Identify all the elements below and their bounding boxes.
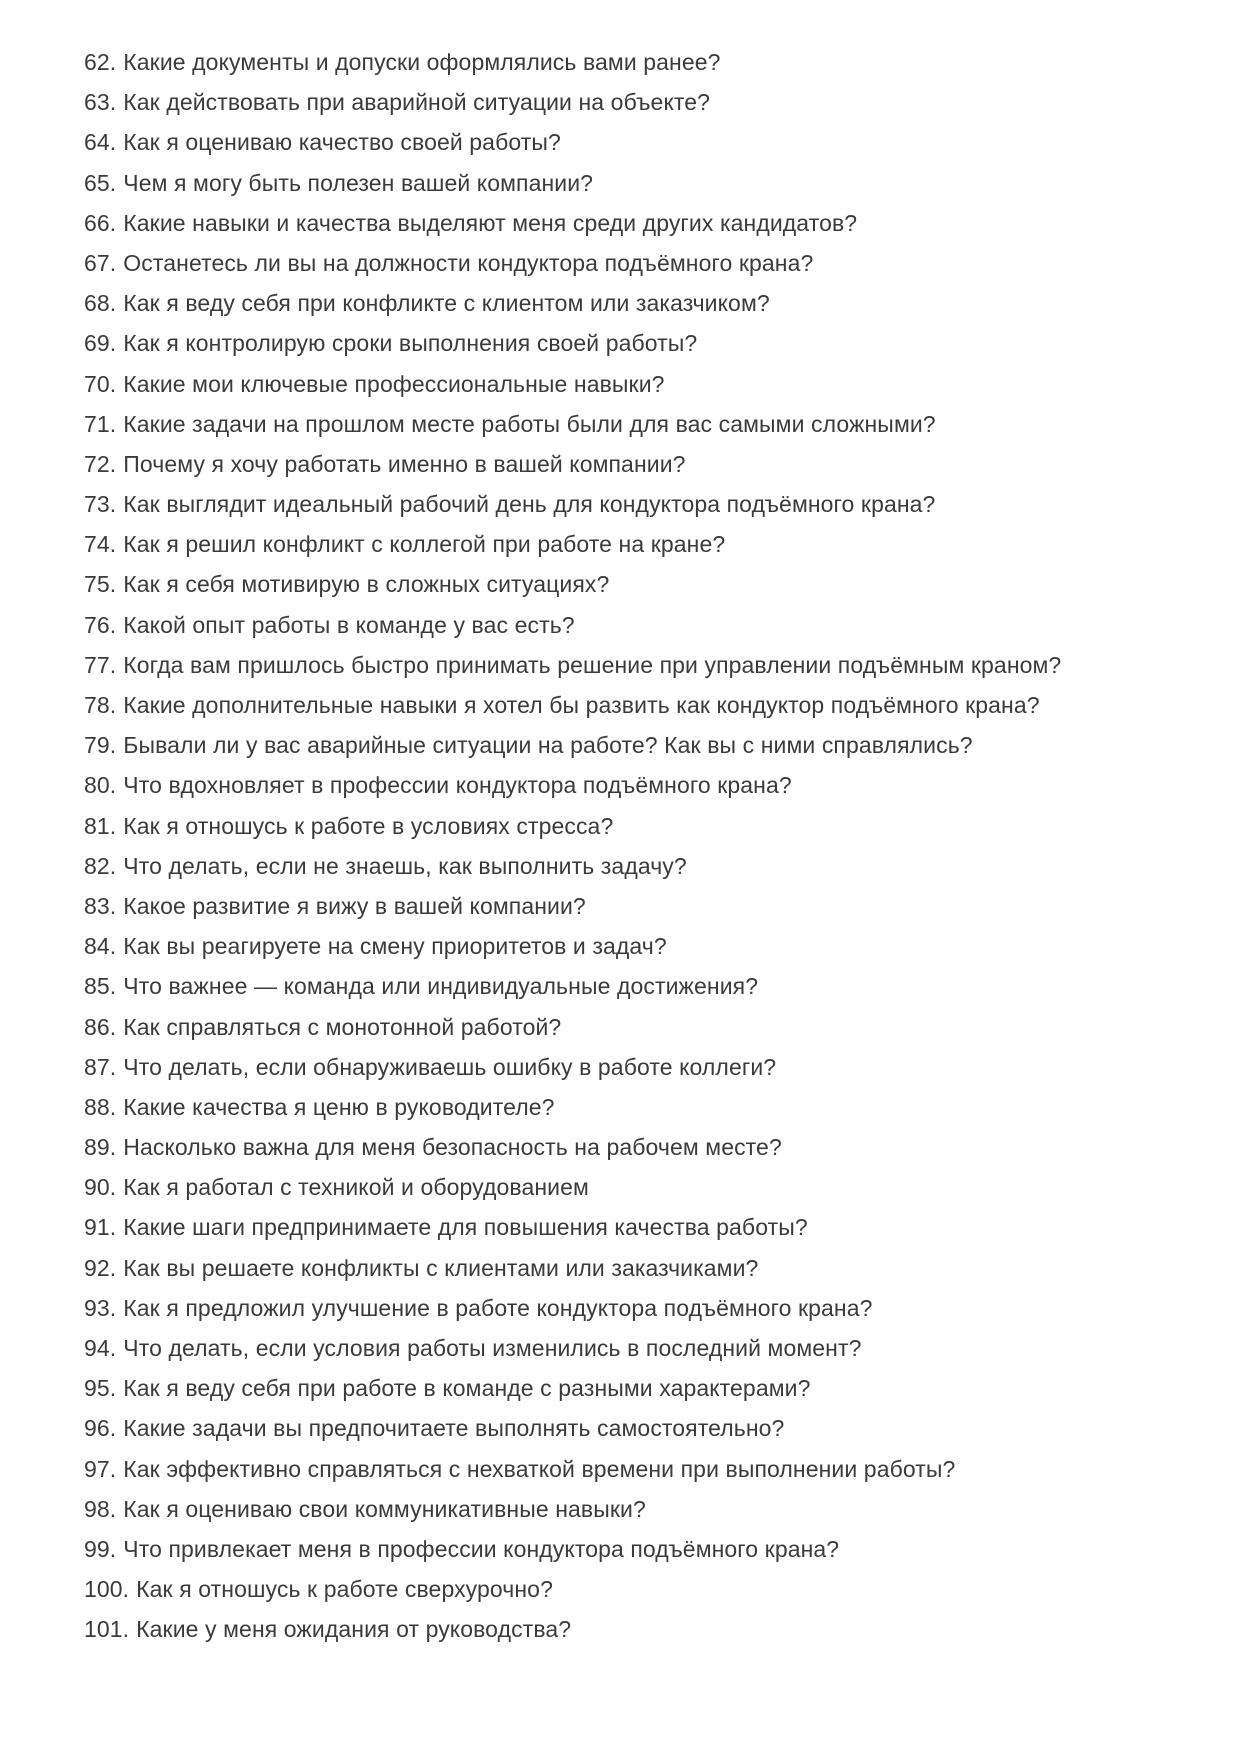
question-number: 79. — [84, 732, 117, 759]
question-text: Какие у меня ожидания от руководства? — [136, 1616, 572, 1643]
list-item — [84, 1408, 1199, 1448]
question-text: Как я оцениваю свои коммуникативные навыки? — [123, 1495, 646, 1522]
question-text: Что делать, если условия работы изменились в последний момент? — [123, 1335, 862, 1361]
question-text: Как я отношусь к работе в условиях стресса? — [123, 812, 614, 839]
list-item — [84, 1609, 1199, 1649]
question-text: Бывали ли у вас аварийные ситуации на работе? Как вы с ними справлялись? — [123, 732, 973, 759]
question-text: Почему я хочу работать именно в вашей компании? — [123, 450, 686, 477]
question-number: 89. — [84, 1134, 117, 1161]
list-item — [84, 1328, 1199, 1368]
question-text: Как я работал с техникой и оборудованием — [123, 1174, 589, 1201]
question-text: Как я себя мотивирую в сложных ситуациях? — [123, 571, 610, 598]
list-item — [84, 203, 1199, 243]
list-item — [84, 42, 1199, 82]
question-text: Как я решил конфликт с коллегой при работе на кране? — [123, 531, 726, 558]
question-text: Какие задачи вы предпочитаете выполнять самостоятельно? — [123, 1415, 785, 1442]
question-text: Какое развитие я вижу в вашей компании? — [123, 892, 586, 919]
question-text: Как я веду себя при конфликте с клиентом или заказчиком? — [123, 290, 770, 317]
question-text: Что привлекает меня в профессии кондуктора подъёмного крана? — [123, 1535, 840, 1562]
question-number: 90. — [84, 1174, 117, 1201]
question-text: Что делать, если не знаешь, как выполнить задачу? — [123, 852, 687, 879]
question-text: Какие дополнительные навыки я хотел бы развить как кондуктор подъёмного крана? — [123, 692, 1040, 718]
question-text: Что важнее — команда или индивидуальные достижения? — [123, 973, 759, 1000]
question-text: Как эффективно справляться с нехваткой времени при выполнении работы? — [123, 1455, 956, 1482]
question-number: 84. — [84, 933, 117, 960]
list-item — [84, 1127, 1199, 1167]
question-number: 93. — [84, 1294, 117, 1321]
question-text: Какой опыт работы в команде у вас есть? — [123, 611, 575, 638]
list-item — [84, 645, 1199, 685]
list-item — [84, 1087, 1199, 1127]
question-text: Как вы реагируете на смену приоритетов и задач? — [123, 933, 667, 960]
question-number: 69. — [84, 330, 117, 357]
question-text: Какие качества я ценю в руководителе? — [123, 1093, 555, 1120]
question-number: 66. — [84, 209, 117, 236]
question-number: 62. — [84, 49, 117, 75]
list-item — [84, 846, 1199, 886]
question-number: 88. — [84, 1093, 117, 1120]
list-item — [84, 122, 1199, 162]
list-item — [84, 82, 1199, 122]
question-text: Как действовать при аварийной ситуации на объекте? — [123, 89, 711, 116]
list-item — [84, 1207, 1199, 1247]
question-text: Какие мои ключевые профессиональные навыки? — [123, 370, 665, 397]
question-text: Как выглядит идеальный рабочий день для кондуктора подъёмного крана? — [123, 491, 936, 518]
list-item — [84, 806, 1199, 846]
question-number: 72. — [84, 450, 117, 477]
list-item — [84, 1007, 1199, 1047]
list-item — [84, 886, 1199, 926]
list-item — [84, 364, 1199, 404]
question-text: Как я отношусь к работе сверхурочно? — [136, 1576, 553, 1603]
question-number: 85. — [84, 973, 117, 1000]
question-number: 95. — [84, 1375, 117, 1402]
list-item — [84, 765, 1199, 805]
question-number: 97. — [84, 1455, 117, 1482]
question-number: 83. — [84, 892, 117, 919]
list-item — [84, 444, 1199, 484]
list-item — [84, 1449, 1199, 1489]
list-item — [84, 725, 1199, 765]
question-number: 80. — [84, 772, 117, 799]
question-number: 77. — [84, 651, 117, 678]
question-text: Какие задачи на прошлом месте работы были для вас самыми сложными? — [123, 410, 936, 437]
question-number: 73. — [84, 491, 117, 518]
question-number: 76. — [84, 611, 117, 638]
question-text: Что вдохновляет в профессии кондуктора подъёмного крана? — [123, 772, 792, 799]
question-text: Чем я могу быть полезен вашей компании? — [123, 169, 594, 196]
question-number: 100. — [84, 1576, 130, 1603]
question-number: 99. — [84, 1535, 117, 1562]
list-item — [84, 323, 1199, 363]
list-item — [84, 1047, 1199, 1087]
list-item — [84, 685, 1199, 725]
question-text: Останетесь ли вы на должности кондуктора подъёмного крана? — [123, 249, 814, 276]
question-number: 65. — [84, 169, 117, 196]
question-number: 101. — [84, 1616, 130, 1643]
question-number: 92. — [84, 1254, 117, 1281]
question-number: 67. — [84, 249, 117, 276]
list-item — [84, 1167, 1199, 1207]
list-item — [84, 524, 1199, 564]
list-item — [84, 404, 1199, 444]
question-number: 94. — [84, 1335, 117, 1361]
list-item — [84, 1288, 1199, 1328]
question-text: Какие навыки и качества выделяют меня среди других кандидатов? — [123, 209, 858, 236]
question-number: 75. — [84, 571, 117, 598]
question-number: 91. — [84, 1214, 117, 1241]
list-item — [84, 243, 1199, 283]
question-text: Какие документы и допуски оформлялись вами ранее? — [123, 49, 721, 75]
list-item — [84, 1248, 1199, 1288]
question-number: 78. — [84, 692, 117, 718]
question-number: 87. — [84, 1053, 117, 1080]
question-text: Когда вам пришлось быстро принимать решение при управлении подъёмным краном? — [123, 651, 1062, 678]
list-item — [84, 966, 1199, 1006]
question-number: 70. — [84, 370, 117, 397]
list-item — [84, 1569, 1199, 1609]
question-number: 82. — [84, 852, 117, 879]
question-number: 63. — [84, 89, 117, 116]
list-item — [84, 1489, 1199, 1529]
question-number: 68. — [84, 290, 117, 317]
question-text: Какие шаги предпринимаете для повышения качества работы? — [123, 1214, 808, 1241]
question-text: Как справляться с монотонной работой? — [123, 1013, 562, 1040]
list-item — [84, 1529, 1199, 1569]
list-item — [84, 1368, 1199, 1408]
question-number: 74. — [84, 531, 117, 558]
question-text: Как вы решаете конфликты с клиентами или заказчиками? — [123, 1254, 759, 1281]
list-item — [84, 564, 1199, 604]
question-number: 98. — [84, 1495, 117, 1522]
question-text: Как я веду себя при работе в команде с разными характерами? — [123, 1375, 811, 1402]
question-text: Как я контролирую сроки выполнения своей работы? — [123, 330, 698, 357]
question-text: Что делать, если обнаруживаешь ошибку в работе коллеги? — [123, 1053, 777, 1080]
question-number: 96. — [84, 1415, 117, 1442]
list-item — [84, 283, 1199, 323]
question-text: Как я предложил улучшение в работе кондуктора подъёмного крана? — [123, 1294, 873, 1321]
list-item — [84, 163, 1199, 203]
list-item — [84, 926, 1199, 966]
question-number: 86. — [84, 1013, 117, 1040]
question-text: Как я оцениваю качество своей работы? — [123, 129, 561, 156]
question-text: Насколько важна для меня безопасность на рабочем месте? — [123, 1134, 782, 1161]
question-number: 71. — [84, 410, 117, 437]
list-item — [84, 484, 1199, 524]
question-number: 81. — [84, 812, 117, 839]
list-item — [84, 605, 1199, 645]
question-number: 64. — [84, 129, 117, 156]
